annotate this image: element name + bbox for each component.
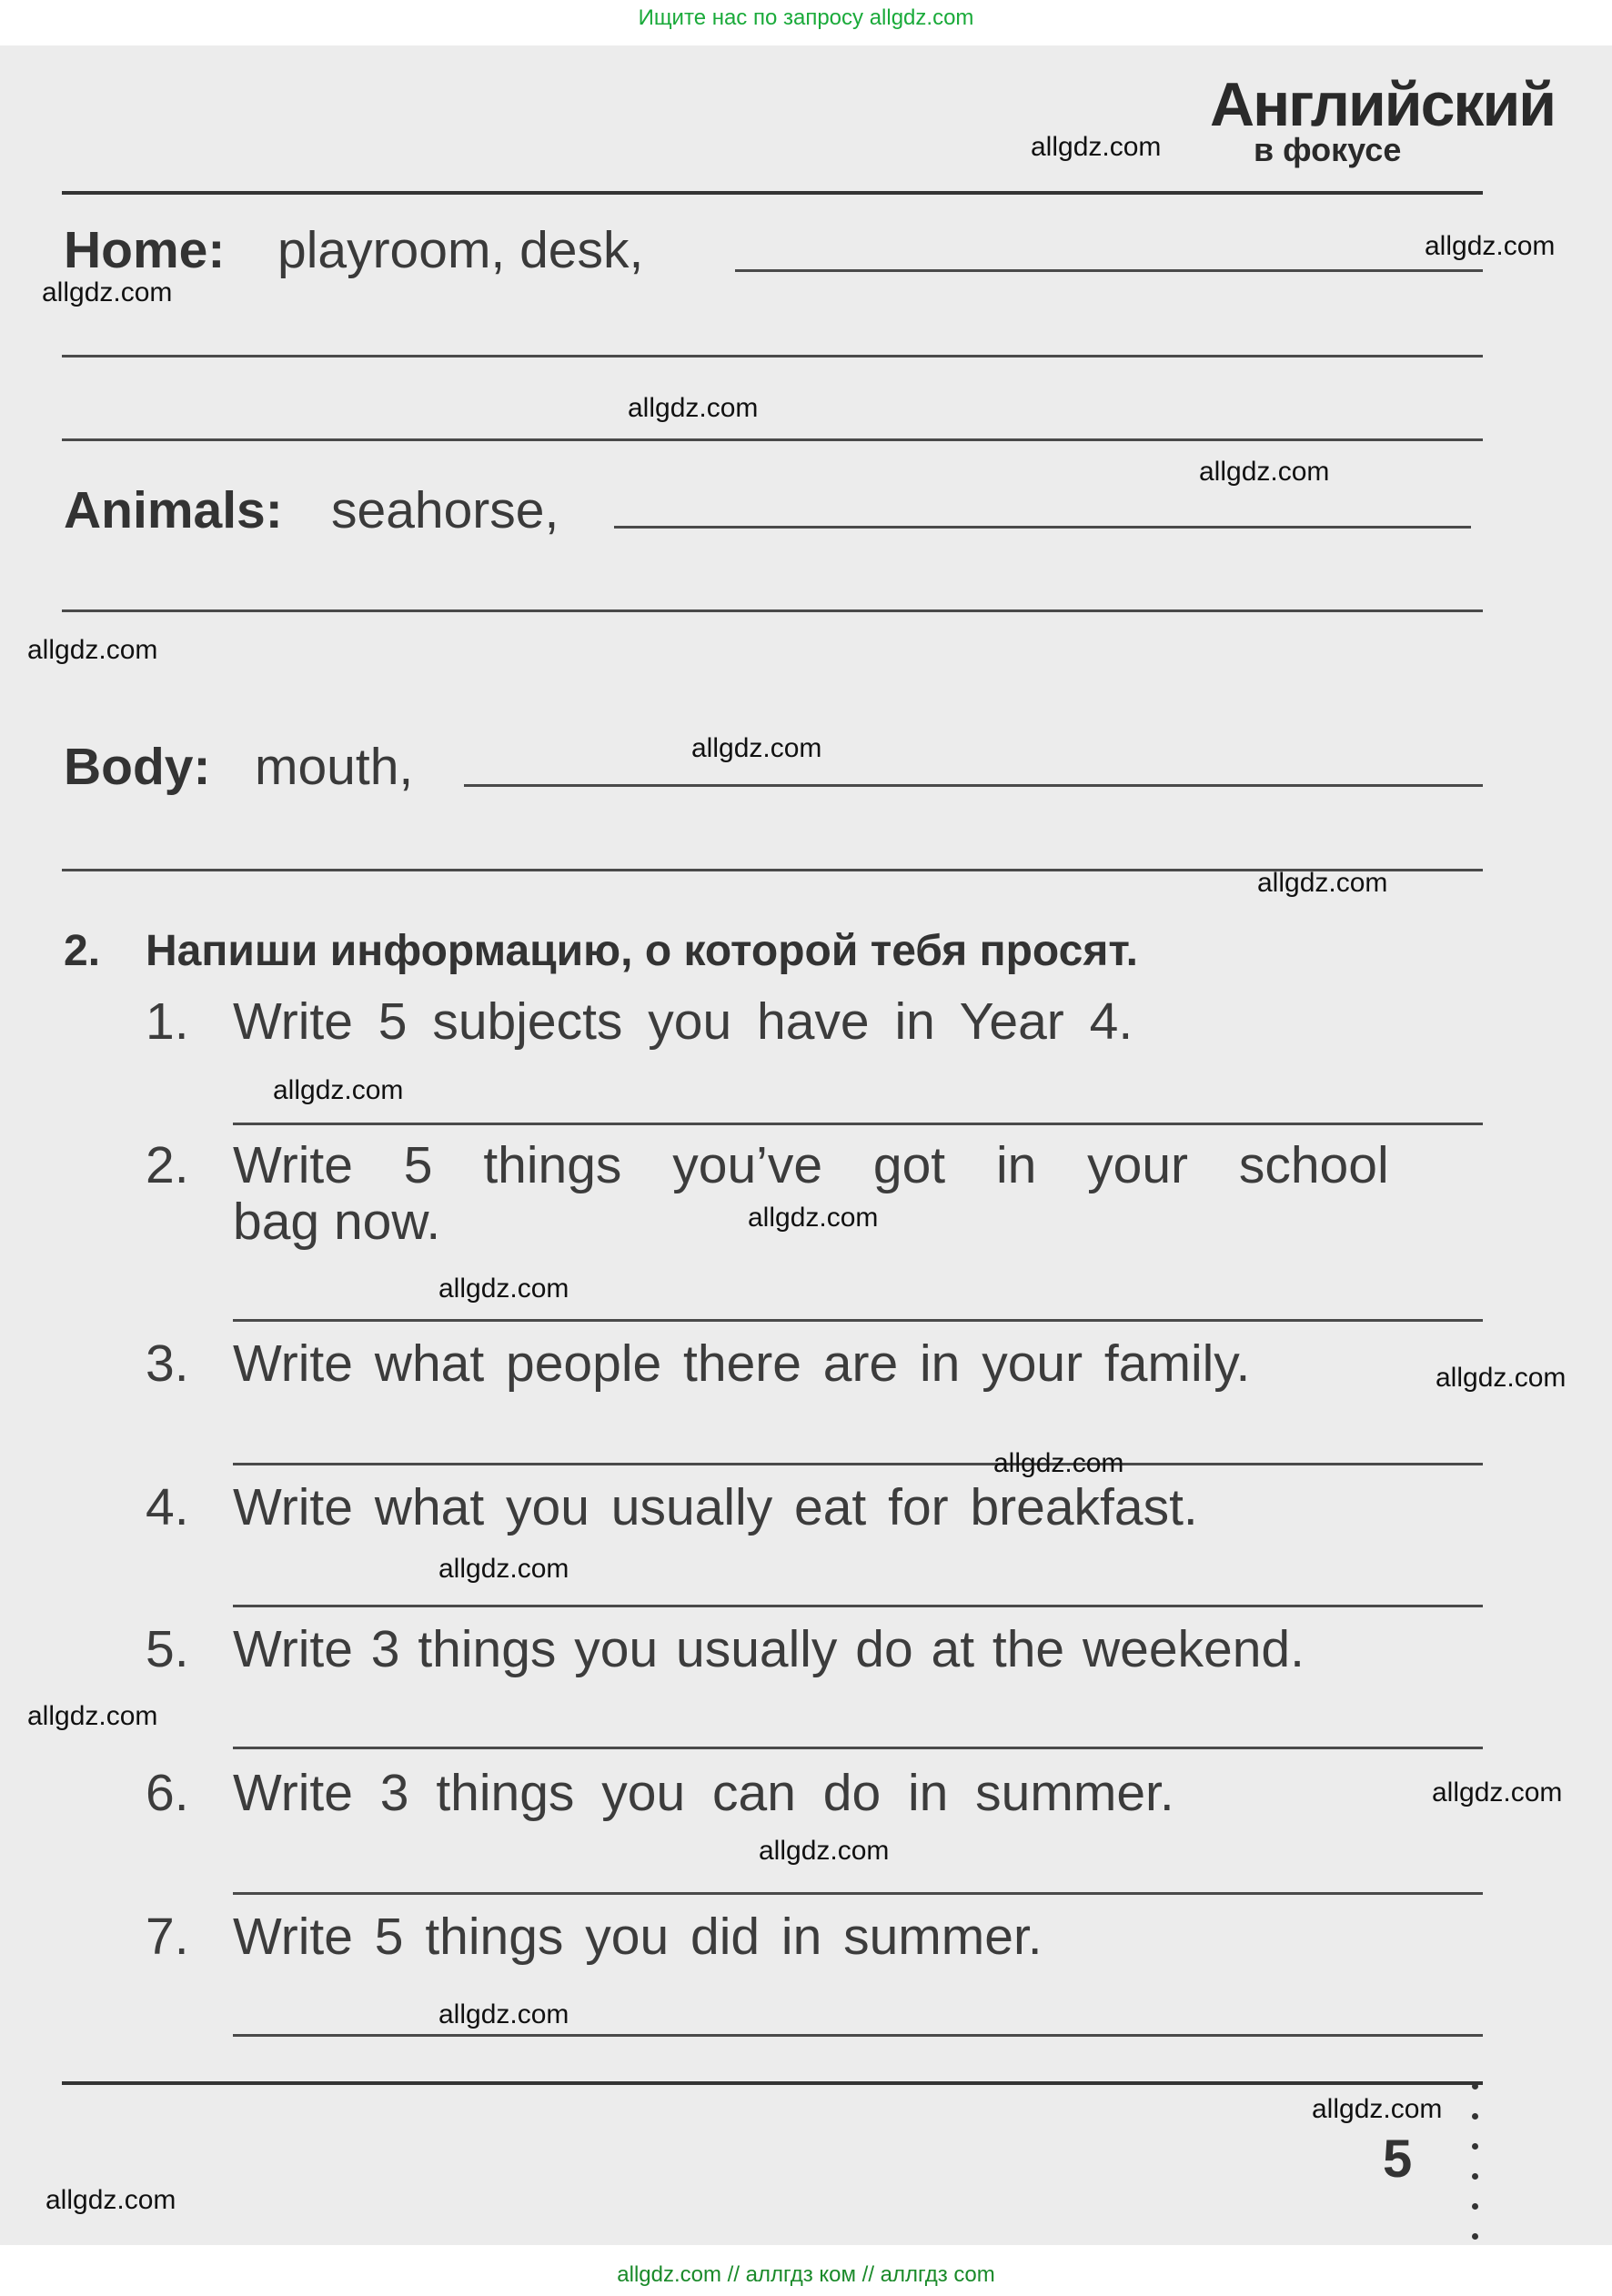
answer-line[interactable] [233, 1605, 1483, 1607]
watermark[interactable]: allgdz.com [993, 1448, 1124, 1478]
home-label: Home: [64, 221, 226, 279]
answer-line[interactable] [62, 609, 1483, 612]
task-number: 2. [64, 927, 101, 975]
answer-line[interactable] [233, 1123, 1483, 1125]
body-words: mouth, [255, 738, 414, 796]
watermark[interactable]: allgdz.com [748, 1203, 879, 1233]
task-item: Write 3 things you can do in summer. [233, 1764, 1174, 1822]
logo-title: Английский [1210, 70, 1556, 139]
watermark[interactable]: allgdz.com [42, 277, 173, 307]
answer-line[interactable] [233, 2034, 1483, 2037]
task-item: Write 5 things you’ve got in your school [233, 1136, 1389, 1194]
watermark[interactable]: allgdz.com [759, 1836, 890, 1866]
watermark[interactable]: allgdz.com [45, 2185, 176, 2215]
watermark[interactable]: allgdz.com [691, 733, 822, 763]
watermark[interactable]: allgdz.com [1312, 2094, 1443, 2124]
watermark[interactable]: allgdz.com [1436, 1363, 1567, 1393]
top-banner-text[interactable]: Ищите нас по запросу allgdz.com [638, 5, 974, 30]
footer-links[interactable]: allgdz.com // аллгдз ком // аллгдз com [617, 2262, 995, 2287]
answer-line[interactable] [62, 355, 1483, 357]
animals-label: Animals: [64, 481, 283, 539]
watermark[interactable]: allgdz.com [27, 635, 158, 665]
task-item: Write what people there are in your family. [233, 1334, 1251, 1393]
answer-line[interactable] [735, 269, 1483, 272]
answer-line[interactable] [233, 1463, 1483, 1465]
watermark[interactable]: allgdz.com [273, 1075, 404, 1105]
item-number: 2. [146, 1136, 189, 1194]
watermark[interactable]: allgdz.com [438, 1554, 569, 1584]
watermark[interactable]: allgdz.com [1425, 231, 1556, 261]
watermark[interactable]: allgdz.com [1031, 132, 1162, 162]
item-number: 3. [146, 1334, 189, 1393]
item-number: 6. [146, 1764, 189, 1822]
task-item-continuation: bag now. [233, 1193, 441, 1251]
item-number: 1. [146, 992, 189, 1051]
answer-line[interactable] [233, 1319, 1483, 1322]
book-logo [1210, 69, 1556, 169]
watermark[interactable]: allgdz.com [628, 393, 759, 423]
watermark[interactable]: allgdz.com [438, 1999, 569, 2029]
logo-subtitle: в фокусе [1254, 131, 1402, 168]
task-title: Напиши информацию, о которой тебя просят. [146, 927, 1138, 975]
bottom-rule [62, 2081, 1483, 2085]
answer-line[interactable] [233, 1892, 1483, 1895]
task-item: Write 5 things you did in summer. [233, 1908, 1043, 1966]
answer-line[interactable] [62, 438, 1483, 441]
top-rule [62, 191, 1483, 195]
watermark[interactable]: allgdz.com [438, 1274, 569, 1304]
task-item: Write 5 subjects you have in Year 4. [233, 992, 1133, 1051]
page-number: 5 [1383, 2130, 1413, 2189]
home-words: playroom, desk, [277, 221, 644, 279]
item-number: 4. [146, 1478, 189, 1536]
answer-line[interactable] [464, 784, 1483, 787]
task-item: Write what you usually eat for breakfast. [233, 1478, 1198, 1536]
watermark[interactable]: allgdz.com [27, 1701, 158, 1731]
watermark[interactable]: allgdz.com [1199, 457, 1330, 487]
animals-words: seahorse, [331, 481, 559, 539]
answer-line[interactable] [233, 1747, 1483, 1749]
answer-line[interactable] [614, 526, 1471, 529]
item-number: 7. [146, 1908, 189, 1966]
item-number: 5. [146, 1620, 189, 1678]
watermark[interactable]: allgdz.com [1257, 868, 1388, 898]
watermark[interactable]: allgdz.com [1432, 1777, 1563, 1808]
task-item: Write 3 things you usually do at the weekend. [233, 1620, 1305, 1678]
body-label: Body: [64, 738, 211, 796]
